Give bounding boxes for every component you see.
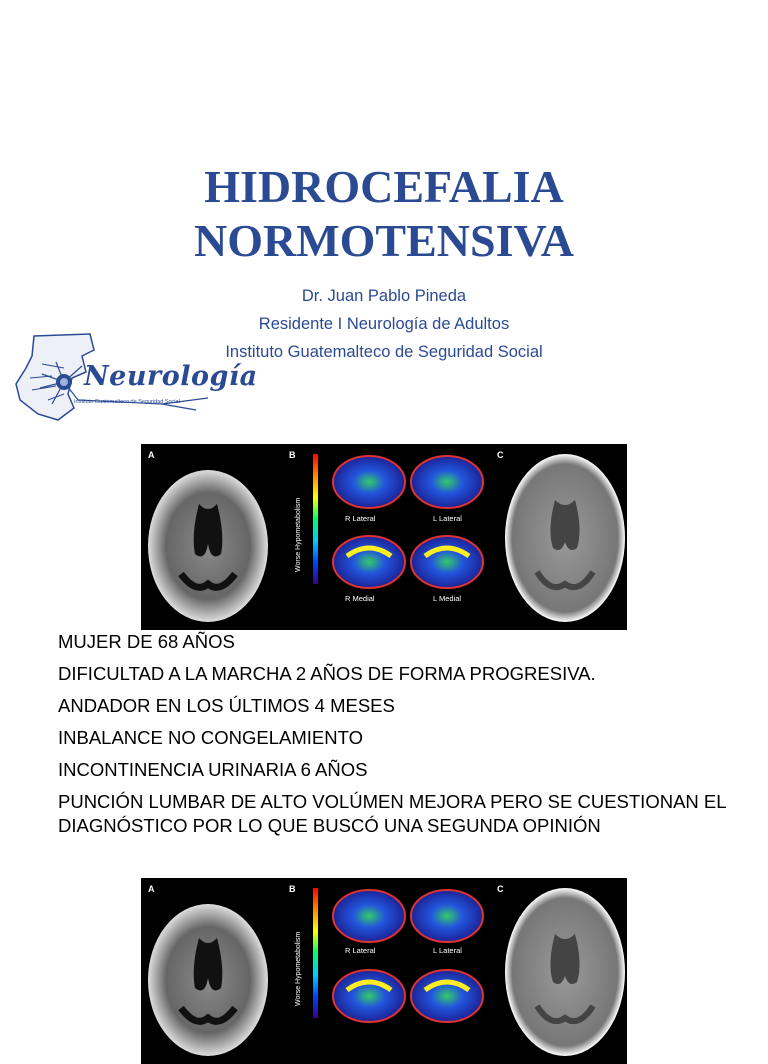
panel-c-label: C: [497, 450, 504, 460]
case-item: INBALANCE NO CONGELAMIENTO: [58, 727, 363, 748]
author-institution: Instituto Guatemalteco de Seguridad Social: [225, 343, 543, 361]
label-l-lateral: L Lateral: [433, 946, 462, 955]
label-l-lateral: L Lateral: [433, 514, 462, 523]
label-r-medial: R Medial: [345, 594, 375, 603]
author-role: Residente I Neurología de Adultos: [258, 315, 510, 333]
colorbar-label: Worse Hypometabolism: [295, 497, 302, 572]
ct-axial-scan: [505, 454, 625, 622]
panel-a-label: A: [148, 450, 155, 460]
ct-axial-scan: [505, 888, 625, 1056]
colorbar-label: Worse Hypometabolism: [295, 931, 302, 1006]
case-item: PUNCIÓN LUMBAR DE ALTO VOLÚMEN MEJORA PERO SE CUESTIONAN EL DIAGNÓSTICO POR LO QUE BUSCÓ UNA SEGUNDA OPINIÓN: [58, 791, 726, 836]
mri-axial-scan: [148, 904, 268, 1056]
logo-wordmark: Neurología: [84, 361, 258, 392]
panel-c-label: C: [497, 884, 504, 894]
label-l-medial: L Medial: [433, 594, 462, 603]
label-r-lateral: R Lateral: [345, 946, 376, 955]
imaging-figure-1: [141, 444, 627, 630]
pet-brain-maps: [333, 890, 483, 1022]
case-item: INCONTINENCIA URINARIA 6 AÑOS: [58, 759, 368, 780]
colorbar: [313, 888, 318, 1018]
label-r-lateral: R Lateral: [345, 514, 376, 523]
neurologia-logo: [12, 328, 258, 424]
case-item: DIFICULTAD A LA MARCHA 2 AÑOS DE FORMA PROGRESIVA.: [58, 663, 596, 684]
colorbar: [313, 454, 318, 584]
mri-axial-scan: [148, 470, 268, 622]
case-description: [58, 630, 758, 846]
slide-title: [0, 160, 768, 268]
panel-a-label: A: [148, 884, 155, 894]
logo-subtitle: Instituto Guatemalteco de Seguridad Social: [74, 399, 180, 405]
title-line-1: HIDROCEFALIA: [204, 161, 564, 212]
case-item: ANDADOR EN LOS ÚLTIMOS 4 MESES: [58, 695, 395, 716]
title-line-2: NORMOTENSIVA: [194, 215, 574, 266]
imaging-figure-2: [141, 878, 627, 1064]
panel-b-label: B: [289, 450, 296, 460]
panel-b-label: B: [289, 884, 296, 894]
case-item: MUJER DE 68 AÑOS: [58, 631, 235, 652]
author-name: Dr. Juan Pablo Pineda: [301, 287, 467, 305]
